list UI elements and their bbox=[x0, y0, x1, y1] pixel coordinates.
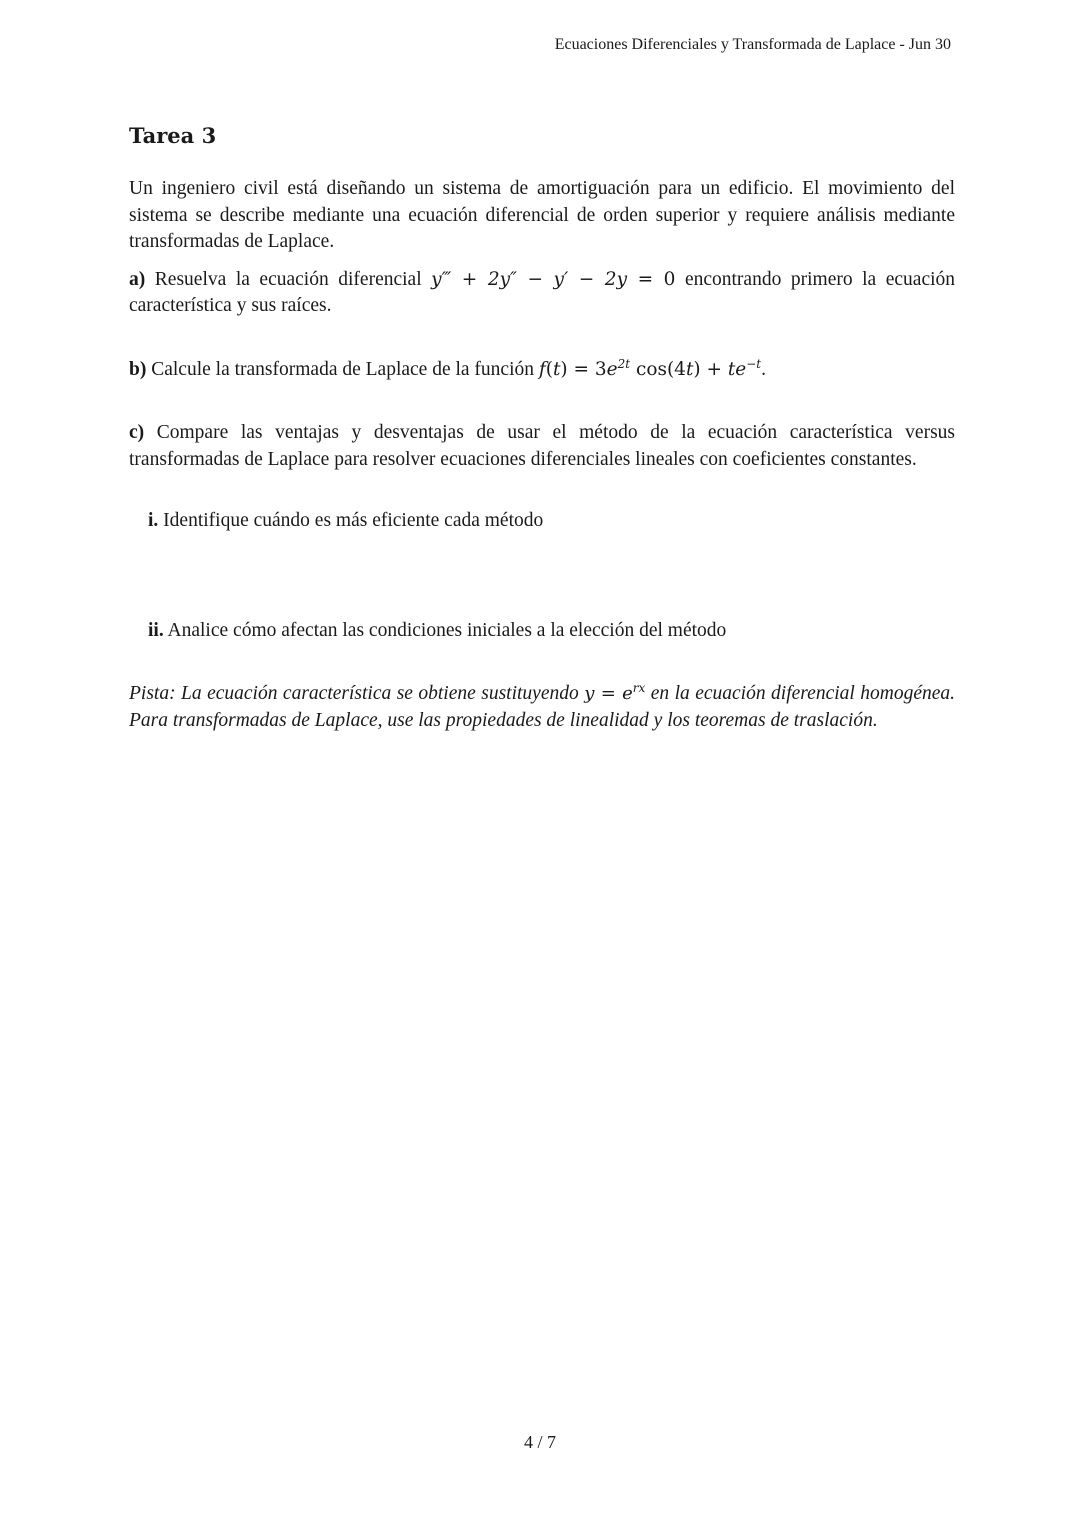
part-c bbox=[129, 420, 955, 473]
part-a-text-before: Resuelva la ecuación diferencial bbox=[154, 268, 422, 290]
part-b-label: b) bbox=[129, 358, 147, 380]
part-c-label: c) bbox=[129, 422, 145, 443]
part-c-text: Compare las ventajas y desventajas de usar el método de la ecuación característica versus transformadas de Laplace para resolver ecuaciones diferenciales lineales con coeficientes constantes. bbox=[129, 422, 955, 470]
part-a-text-after: encontrando primero la ecuación característica y sus raíces. bbox=[129, 268, 956, 316]
part-a-equation: y‴ + 2y″ − y′ − 2y = 0 bbox=[431, 268, 676, 290]
part-a bbox=[129, 267, 955, 320]
part-b-equation: $f(t) = 3e^{2t}$ $\cos(4t) + te^{-t}$ bbox=[538, 356, 762, 380]
section-title: Tarea 3 bbox=[129, 123, 217, 148]
part-b-text-after: . bbox=[761, 358, 767, 380]
subitem-ii bbox=[148, 618, 955, 645]
part-b-text-before: Calcule la transformada de Laplace de la función bbox=[151, 358, 534, 380]
running-header: Ecuaciones Diferenciales y Transformada de Laplace - Jun 30 bbox=[554, 36, 951, 53]
page-content bbox=[129, 120, 955, 734]
hint-text-after: en la ecuación diferencial homogénea. Para transformadas de Laplace, use las propiedades de linealidad y los teoremas de traslación. bbox=[129, 683, 956, 731]
hint-text-before: Pista: La ecuación característica se obtiene sustituyendo bbox=[129, 683, 579, 704]
hint-paragraph bbox=[129, 681, 955, 734]
part-b bbox=[129, 357, 955, 384]
subitem-i-label: i. bbox=[148, 510, 159, 531]
part-a-label: a) bbox=[129, 268, 146, 290]
subitem-i-text: Identifique cuándo es más eficiente cada método bbox=[163, 510, 544, 531]
hint-equation: $y = e^{rx}$ bbox=[584, 681, 646, 704]
subitem-i bbox=[148, 508, 955, 535]
intro-paragraph: Un ingeniero civil está diseñando un sistema de amortiguación para un edificio. El movimiento del sistema se describe mediante una ecuación diferencial de orden superior y requiere análisis mediante transformadas de Laplace. bbox=[129, 178, 955, 252]
page-number: 4 / 7 bbox=[523, 1432, 556, 1452]
subitem-ii-text: Analice cómo afectan las condiciones iniciales a la elección del método bbox=[167, 619, 727, 641]
subitem-ii-label: ii. bbox=[148, 619, 164, 641]
